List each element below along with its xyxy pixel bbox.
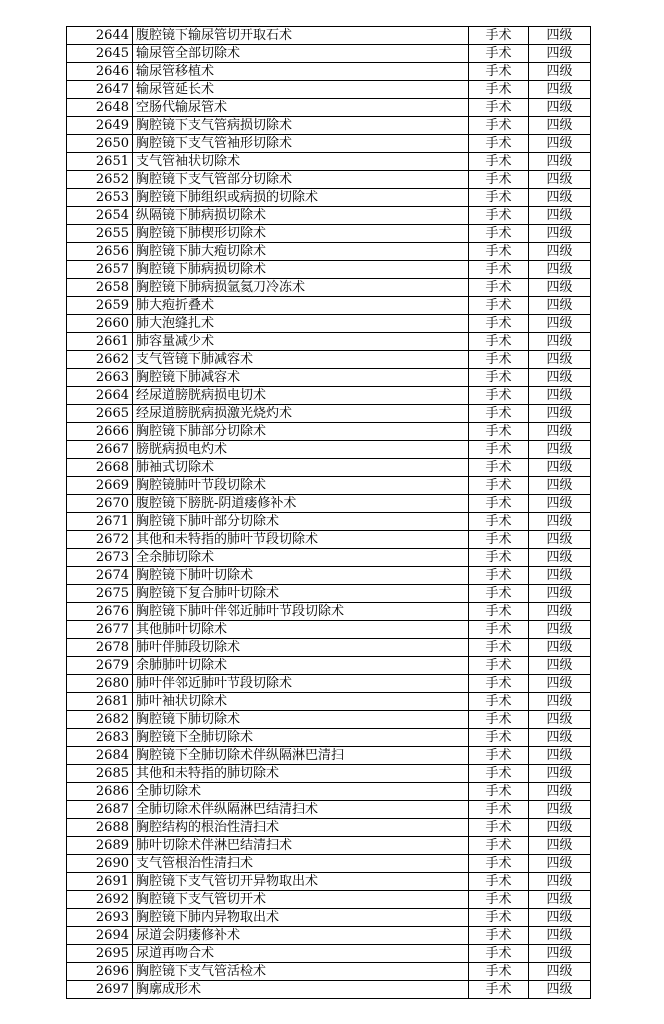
row-number-cell: 2646 bbox=[67, 63, 133, 81]
procedure-type-cell: 手术 bbox=[469, 45, 529, 63]
table-row bbox=[67, 459, 591, 477]
table-row bbox=[67, 495, 591, 513]
procedure-type-cell: 手术 bbox=[469, 513, 529, 531]
row-number-cell: 2669 bbox=[67, 477, 133, 495]
table-row bbox=[67, 99, 591, 117]
procedure-name-cell: 其他和未特指的肺叶节段切除术 bbox=[133, 531, 469, 549]
procedure-name-cell: 胸腔镜下肺切除术 bbox=[133, 711, 469, 729]
row-number-cell: 2645 bbox=[67, 45, 133, 63]
table-row bbox=[67, 369, 591, 387]
table-row bbox=[67, 117, 591, 135]
row-number-cell: 2654 bbox=[67, 207, 133, 225]
row-number-cell: 2675 bbox=[67, 585, 133, 603]
table-row bbox=[67, 315, 591, 333]
procedure-level-cell: 四级 bbox=[529, 873, 591, 891]
row-number-cell: 2687 bbox=[67, 801, 133, 819]
procedure-type-cell: 手术 bbox=[469, 225, 529, 243]
table-row bbox=[67, 819, 591, 837]
procedure-name-cell: 经尿道膀胱病损激光烧灼术 bbox=[133, 405, 469, 423]
table-row bbox=[67, 603, 591, 621]
row-number-cell: 2685 bbox=[67, 765, 133, 783]
procedure-level-cell: 四级 bbox=[529, 333, 591, 351]
procedure-type-cell: 手术 bbox=[469, 495, 529, 513]
procedure-name-cell: 胸腔镜下支气管切开术 bbox=[133, 891, 469, 909]
table-row bbox=[67, 171, 591, 189]
procedure-type-cell: 手术 bbox=[469, 423, 529, 441]
procedure-level-cell: 四级 bbox=[529, 45, 591, 63]
table-row bbox=[67, 189, 591, 207]
procedure-type-cell: 手术 bbox=[469, 783, 529, 801]
procedure-name-cell: 胸腔镜下支气管部分切除术 bbox=[133, 171, 469, 189]
procedure-level-cell: 四级 bbox=[529, 189, 591, 207]
table-row bbox=[67, 513, 591, 531]
procedure-name-cell: 膀胱病损电灼术 bbox=[133, 441, 469, 459]
procedure-level-cell: 四级 bbox=[529, 819, 591, 837]
procedure-level-cell: 四级 bbox=[529, 927, 591, 945]
table-row bbox=[67, 945, 591, 963]
procedure-name-cell: 肺叶袖状切除术 bbox=[133, 693, 469, 711]
table-row bbox=[67, 441, 591, 459]
procedure-name-cell: 胸廓成形术 bbox=[133, 981, 469, 999]
procedure-level-cell: 四级 bbox=[529, 621, 591, 639]
row-number-cell: 2665 bbox=[67, 405, 133, 423]
procedure-type-cell: 手术 bbox=[469, 729, 529, 747]
procedure-level-cell: 四级 bbox=[529, 315, 591, 333]
procedure-type-cell: 手术 bbox=[469, 441, 529, 459]
table-row bbox=[67, 747, 591, 765]
procedure-type-cell: 手术 bbox=[469, 639, 529, 657]
table-row bbox=[67, 243, 591, 261]
procedure-type-cell: 手术 bbox=[469, 855, 529, 873]
procedure-name-cell: 其他和未特指的肺切除术 bbox=[133, 765, 469, 783]
table-row bbox=[67, 621, 591, 639]
procedure-type-cell: 手术 bbox=[469, 801, 529, 819]
table-row bbox=[67, 477, 591, 495]
procedure-name-cell: 腹腔镜下膀胱-阴道瘘修补术 bbox=[133, 495, 469, 513]
procedure-level-cell: 四级 bbox=[529, 981, 591, 999]
row-number-cell: 2678 bbox=[67, 639, 133, 657]
procedure-level-cell: 四级 bbox=[529, 63, 591, 81]
procedure-level-cell: 四级 bbox=[529, 603, 591, 621]
procedure-type-cell: 手术 bbox=[469, 819, 529, 837]
table-row bbox=[67, 27, 591, 45]
procedure-level-cell: 四级 bbox=[529, 513, 591, 531]
procedure-type-cell: 手术 bbox=[469, 207, 529, 225]
procedure-name-cell: 尿道会阴瘘修补术 bbox=[133, 927, 469, 945]
procedure-level-cell: 四级 bbox=[529, 243, 591, 261]
procedure-type-cell: 手术 bbox=[469, 369, 529, 387]
procedure-level-cell: 四级 bbox=[529, 351, 591, 369]
procedure-level-cell: 四级 bbox=[529, 693, 591, 711]
row-number-cell: 2647 bbox=[67, 81, 133, 99]
row-number-cell: 2656 bbox=[67, 243, 133, 261]
procedure-type-cell: 手术 bbox=[469, 135, 529, 153]
procedure-level-cell: 四级 bbox=[529, 837, 591, 855]
procedure-name-cell: 胸腔镜下肺叶伴邻近肺叶节段切除术 bbox=[133, 603, 469, 621]
procedure-level-cell: 四级 bbox=[529, 531, 591, 549]
procedure-level-cell: 四级 bbox=[529, 657, 591, 675]
row-number-cell: 2694 bbox=[67, 927, 133, 945]
procedure-name-cell: 肺叶伴肺段切除术 bbox=[133, 639, 469, 657]
procedure-level-cell: 四级 bbox=[529, 117, 591, 135]
procedure-name-cell: 空肠代输尿管术 bbox=[133, 99, 469, 117]
table-row bbox=[67, 207, 591, 225]
procedure-level-cell: 四级 bbox=[529, 171, 591, 189]
procedure-name-cell: 输尿管延长术 bbox=[133, 81, 469, 99]
procedure-type-cell: 手术 bbox=[469, 621, 529, 639]
procedure-name-cell: 输尿管全部切除术 bbox=[133, 45, 469, 63]
procedure-level-cell: 四级 bbox=[529, 495, 591, 513]
procedure-type-cell: 手术 bbox=[469, 873, 529, 891]
table-row bbox=[67, 837, 591, 855]
row-number-cell: 2657 bbox=[67, 261, 133, 279]
table-row bbox=[67, 891, 591, 909]
table-row bbox=[67, 63, 591, 81]
table-row bbox=[67, 423, 591, 441]
table-row bbox=[67, 585, 591, 603]
procedure-type-cell: 手术 bbox=[469, 351, 529, 369]
procedure-level-cell: 四级 bbox=[529, 783, 591, 801]
row-number-cell: 2684 bbox=[67, 747, 133, 765]
table-row bbox=[67, 783, 591, 801]
procedure-level-cell: 四级 bbox=[529, 675, 591, 693]
procedure-level-cell: 四级 bbox=[529, 261, 591, 279]
procedure-level-cell: 四级 bbox=[529, 855, 591, 873]
row-number-cell: 2693 bbox=[67, 909, 133, 927]
row-number-cell: 2659 bbox=[67, 297, 133, 315]
procedure-type-cell: 手术 bbox=[469, 189, 529, 207]
row-number-cell: 2677 bbox=[67, 621, 133, 639]
row-number-cell: 2692 bbox=[67, 891, 133, 909]
row-number-cell: 2653 bbox=[67, 189, 133, 207]
row-number-cell: 2661 bbox=[67, 333, 133, 351]
row-number-cell: 2673 bbox=[67, 549, 133, 567]
table-row bbox=[67, 567, 591, 585]
procedure-name-cell: 胸腔镜下肺叶部分切除术 bbox=[133, 513, 469, 531]
procedure-level-cell: 四级 bbox=[529, 963, 591, 981]
row-number-cell: 2663 bbox=[67, 369, 133, 387]
procedure-level-cell: 四级 bbox=[529, 945, 591, 963]
row-number-cell: 2689 bbox=[67, 837, 133, 855]
table-row bbox=[67, 45, 591, 63]
procedure-name-cell: 肺大疱折叠术 bbox=[133, 297, 469, 315]
row-number-cell: 2660 bbox=[67, 315, 133, 333]
table-row bbox=[67, 711, 591, 729]
procedure-name-cell: 胸腔镜下肺减容术 bbox=[133, 369, 469, 387]
procedure-type-cell: 手术 bbox=[469, 891, 529, 909]
procedure-type-cell: 手术 bbox=[469, 405, 529, 423]
procedure-type-cell: 手术 bbox=[469, 99, 529, 117]
procedure-name-cell: 胸腔镜下肺大疱切除术 bbox=[133, 243, 469, 261]
procedure-name-cell: 全余肺切除术 bbox=[133, 549, 469, 567]
procedure-name-cell: 胸腔镜下肺叶切除术 bbox=[133, 567, 469, 585]
procedure-name-cell: 肺大泡缝扎术 bbox=[133, 315, 469, 333]
procedure-level-cell: 四级 bbox=[529, 297, 591, 315]
table-row bbox=[67, 135, 591, 153]
table-row bbox=[67, 657, 591, 675]
row-number-cell: 2651 bbox=[67, 153, 133, 171]
procedure-type-cell: 手术 bbox=[469, 279, 529, 297]
row-number-cell: 2652 bbox=[67, 171, 133, 189]
procedure-name-cell: 胸腔镜下支气管袖形切除术 bbox=[133, 135, 469, 153]
procedure-name-cell: 胸腔结构的根治性清扫术 bbox=[133, 819, 469, 837]
procedure-type-cell: 手术 bbox=[469, 603, 529, 621]
procedure-type-cell: 手术 bbox=[469, 315, 529, 333]
procedure-type-cell: 手术 bbox=[469, 837, 529, 855]
procedure-level-cell: 四级 bbox=[529, 81, 591, 99]
procedure-table-body bbox=[67, 27, 591, 999]
table-row bbox=[67, 855, 591, 873]
procedure-level-cell: 四级 bbox=[529, 387, 591, 405]
procedure-type-cell: 手术 bbox=[469, 927, 529, 945]
procedure-level-cell: 四级 bbox=[529, 459, 591, 477]
procedure-type-cell: 手术 bbox=[469, 459, 529, 477]
row-number-cell: 2662 bbox=[67, 351, 133, 369]
procedure-name-cell: 肺袖式切除术 bbox=[133, 459, 469, 477]
procedure-name-cell: 腹腔镜下输尿管切开取石术 bbox=[133, 27, 469, 45]
procedure-level-cell: 四级 bbox=[529, 153, 591, 171]
row-number-cell: 2682 bbox=[67, 711, 133, 729]
table-row bbox=[67, 981, 591, 999]
procedure-name-cell: 其他肺叶切除术 bbox=[133, 621, 469, 639]
procedure-level-cell: 四级 bbox=[529, 27, 591, 45]
row-number-cell: 2667 bbox=[67, 441, 133, 459]
procedure-level-cell: 四级 bbox=[529, 567, 591, 585]
procedure-level-cell: 四级 bbox=[529, 729, 591, 747]
procedure-name-cell: 尿道再吻合术 bbox=[133, 945, 469, 963]
procedure-name-cell: 胸腔镜下肺病损切除术 bbox=[133, 261, 469, 279]
procedure-name-cell: 全肺切除术伴纵隔淋巴结清扫术 bbox=[133, 801, 469, 819]
row-number-cell: 2679 bbox=[67, 657, 133, 675]
procedure-level-cell: 四级 bbox=[529, 135, 591, 153]
procedure-level-cell: 四级 bbox=[529, 639, 591, 657]
procedure-name-cell: 全肺切除术 bbox=[133, 783, 469, 801]
row-number-cell: 2681 bbox=[67, 693, 133, 711]
procedure-name-cell: 胸腔镜下肺内异物取出术 bbox=[133, 909, 469, 927]
procedure-type-cell: 手术 bbox=[469, 567, 529, 585]
procedure-level-cell: 四级 bbox=[529, 585, 591, 603]
row-number-cell: 2672 bbox=[67, 531, 133, 549]
row-number-cell: 2664 bbox=[67, 387, 133, 405]
procedure-level-cell: 四级 bbox=[529, 99, 591, 117]
procedure-level-cell: 四级 bbox=[529, 891, 591, 909]
row-number-cell: 2691 bbox=[67, 873, 133, 891]
row-number-cell: 2670 bbox=[67, 495, 133, 513]
procedure-type-cell: 手术 bbox=[469, 711, 529, 729]
row-number-cell: 2690 bbox=[67, 855, 133, 873]
procedure-type-cell: 手术 bbox=[469, 963, 529, 981]
procedure-name-cell: 支气管袖状切除术 bbox=[133, 153, 469, 171]
procedure-level-cell: 四级 bbox=[529, 801, 591, 819]
procedure-name-cell: 肺叶伴邻近肺叶节段切除术 bbox=[133, 675, 469, 693]
row-number-cell: 2686 bbox=[67, 783, 133, 801]
table-row bbox=[67, 153, 591, 171]
row-number-cell: 2644 bbox=[67, 27, 133, 45]
procedure-type-cell: 手术 bbox=[469, 117, 529, 135]
procedure-level-cell: 四级 bbox=[529, 711, 591, 729]
procedure-name-cell: 胸腔镜下全肺切除术伴纵隔淋巴清扫 bbox=[133, 747, 469, 765]
table-row bbox=[67, 729, 591, 747]
procedure-type-cell: 手术 bbox=[469, 297, 529, 315]
procedure-name-cell: 支气管根治性清扫术 bbox=[133, 855, 469, 873]
procedure-level-cell: 四级 bbox=[529, 405, 591, 423]
row-number-cell: 2680 bbox=[67, 675, 133, 693]
procedure-type-cell: 手术 bbox=[469, 387, 529, 405]
procedure-level-cell: 四级 bbox=[529, 369, 591, 387]
table-row bbox=[67, 81, 591, 99]
procedure-level-cell: 四级 bbox=[529, 441, 591, 459]
procedure-type-cell: 手术 bbox=[469, 747, 529, 765]
row-number-cell: 2697 bbox=[67, 981, 133, 999]
procedure-name-cell: 胸腔镜下全肺切除术 bbox=[133, 729, 469, 747]
procedure-type-cell: 手术 bbox=[469, 693, 529, 711]
procedure-name-cell: 经尿道膀胱病损电切术 bbox=[133, 387, 469, 405]
procedure-name-cell: 胸腔镜肺叶节段切除术 bbox=[133, 477, 469, 495]
table-row bbox=[67, 531, 591, 549]
table-row bbox=[67, 225, 591, 243]
procedure-name-cell: 纵隔镜下肺病损切除术 bbox=[133, 207, 469, 225]
procedure-type-cell: 手术 bbox=[469, 261, 529, 279]
procedure-name-cell: 胸腔镜下支气管病损切除术 bbox=[133, 117, 469, 135]
procedure-type-cell: 手术 bbox=[469, 63, 529, 81]
procedure-level-cell: 四级 bbox=[529, 225, 591, 243]
procedure-level-cell: 四级 bbox=[529, 423, 591, 441]
procedure-type-cell: 手术 bbox=[469, 477, 529, 495]
table-row bbox=[67, 405, 591, 423]
procedure-type-cell: 手术 bbox=[469, 153, 529, 171]
row-number-cell: 2650 bbox=[67, 135, 133, 153]
procedure-type-cell: 手术 bbox=[469, 765, 529, 783]
procedure-type-cell: 手术 bbox=[469, 909, 529, 927]
procedure-name-cell: 胸腔镜下支气管活检术 bbox=[133, 963, 469, 981]
procedure-name-cell: 肺叶切除术伴淋巴结清扫术 bbox=[133, 837, 469, 855]
table-row bbox=[67, 351, 591, 369]
row-number-cell: 2655 bbox=[67, 225, 133, 243]
table-row bbox=[67, 297, 591, 315]
row-number-cell: 2658 bbox=[67, 279, 133, 297]
procedure-name-cell: 余肺肺叶切除术 bbox=[133, 657, 469, 675]
table-row bbox=[67, 279, 591, 297]
procedure-type-cell: 手术 bbox=[469, 657, 529, 675]
procedure-level-cell: 四级 bbox=[529, 765, 591, 783]
procedure-name-cell: 胸腔镜下肺病损氩氦刀冷冻术 bbox=[133, 279, 469, 297]
procedure-name-cell: 肺容量减少术 bbox=[133, 333, 469, 351]
table-row bbox=[67, 963, 591, 981]
row-number-cell: 2668 bbox=[67, 459, 133, 477]
procedure-name-cell: 胸腔镜下复合肺叶切除术 bbox=[133, 585, 469, 603]
procedure-type-cell: 手术 bbox=[469, 27, 529, 45]
table-row bbox=[67, 873, 591, 891]
row-number-cell: 2671 bbox=[67, 513, 133, 531]
procedure-type-cell: 手术 bbox=[469, 549, 529, 567]
table-row bbox=[67, 549, 591, 567]
table-row bbox=[67, 909, 591, 927]
table-row bbox=[67, 639, 591, 657]
procedure-type-cell: 手术 bbox=[469, 981, 529, 999]
procedure-level-cell: 四级 bbox=[529, 477, 591, 495]
row-number-cell: 2676 bbox=[67, 603, 133, 621]
table-row bbox=[67, 801, 591, 819]
procedure-name-cell: 胸腔镜下肺组织或病损的切除术 bbox=[133, 189, 469, 207]
procedure-name-cell: 胸腔镜下肺部分切除术 bbox=[133, 423, 469, 441]
procedure-type-cell: 手术 bbox=[469, 585, 529, 603]
row-number-cell: 2696 bbox=[67, 963, 133, 981]
table-row bbox=[67, 333, 591, 351]
procedure-type-cell: 手术 bbox=[469, 531, 529, 549]
procedure-level-cell: 四级 bbox=[529, 549, 591, 567]
table-row bbox=[67, 261, 591, 279]
row-number-cell: 2649 bbox=[67, 117, 133, 135]
row-number-cell: 2666 bbox=[67, 423, 133, 441]
row-number-cell: 2648 bbox=[67, 99, 133, 117]
procedure-type-cell: 手术 bbox=[469, 333, 529, 351]
procedure-type-cell: 手术 bbox=[469, 675, 529, 693]
procedure-type-cell: 手术 bbox=[469, 945, 529, 963]
row-number-cell: 2674 bbox=[67, 567, 133, 585]
procedure-table bbox=[66, 26, 591, 999]
procedure-type-cell: 手术 bbox=[469, 81, 529, 99]
procedure-type-cell: 手术 bbox=[469, 243, 529, 261]
procedure-level-cell: 四级 bbox=[529, 207, 591, 225]
procedure-name-cell: 支气管镜下肺减容术 bbox=[133, 351, 469, 369]
row-number-cell: 2695 bbox=[67, 945, 133, 963]
table-row bbox=[67, 675, 591, 693]
table-row bbox=[67, 387, 591, 405]
procedure-level-cell: 四级 bbox=[529, 279, 591, 297]
procedure-level-cell: 四级 bbox=[529, 747, 591, 765]
table-row bbox=[67, 927, 591, 945]
procedure-type-cell: 手术 bbox=[469, 171, 529, 189]
procedure-name-cell: 输尿管移植术 bbox=[133, 63, 469, 81]
procedure-name-cell: 胸腔镜下支气管切开异物取出术 bbox=[133, 873, 469, 891]
row-number-cell: 2683 bbox=[67, 729, 133, 747]
procedure-level-cell: 四级 bbox=[529, 909, 591, 927]
row-number-cell: 2688 bbox=[67, 819, 133, 837]
table-row bbox=[67, 765, 591, 783]
table-row bbox=[67, 693, 591, 711]
procedure-name-cell: 胸腔镜下肺楔形切除术 bbox=[133, 225, 469, 243]
